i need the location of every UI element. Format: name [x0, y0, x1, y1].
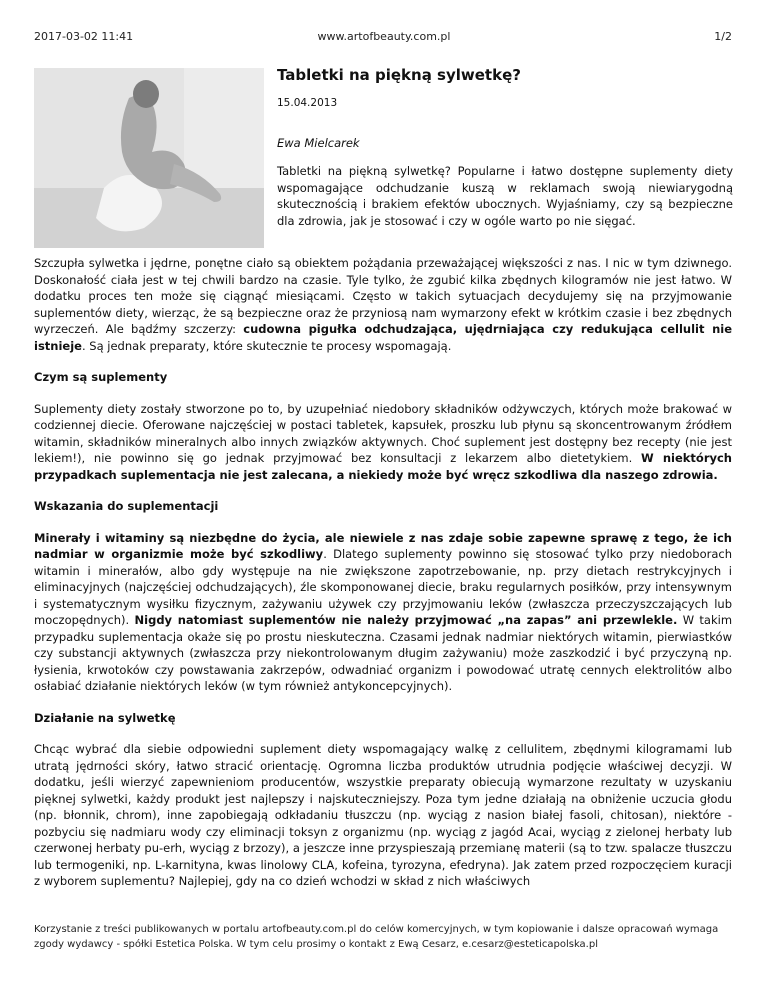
- article-title: Tabletki na piękną sylwetkę?: [277, 66, 521, 84]
- paragraph-intro: Szczupła sylwetka i jędrne, ponętne ciało są obiektem pożądania przeważającej większości z nas. I nic w tym dziwnego. Doskonałość ciała jest w tej chwili bardzo na czasie. Tyle tylko, że zgubić kilka zbędnych kilogramów nie jest łatwo. W dodatku proces ten może się ciągnąć miesiącami. Często w takich sytuacjach decydujemy się na przyjmowanie suplementów diety, wierząc, że są bezpieczne oraz że przyniosą nam wymarzony efekt w krótkim czasie i bez zbędnych wyrzeczeń. Ale bądźmy szczerzy: cudowna pigułka odchudzająca, ujędrniająca czy redukująca cellulit nie istnieje. Są jednak preparaty, które skutecznie te procesy wspomagają.: [34, 256, 733, 353]
- bold-statement: cudowna pigułka odchudzająca, ujędrniająca czy redukująca cellulit nie istnieje: [34, 322, 733, 353]
- page-number: 1/2: [714, 30, 732, 43]
- copyright-footer: Korzystanie z treści publikowanych w portalu artofbeauty.com.pl do celów komercyjnych, w tym kopiowanie i dalsze opracowań wymaga zgody wydawcy - spółki Estetica Polska. W tym celu prosimy o kontakt z Ewą Cesarz, e.cesarz@esteticapolska.pl: [34, 924, 719, 950]
- section-heading-indications: Wskazania do suplementacji: [34, 499, 219, 513]
- section-heading-figure: Działanie na sylwetkę: [34, 710, 176, 725]
- print-datetime: 2017-03-02 11:41: [34, 30, 134, 43]
- print-url: www.artofbeauty.com.pl: [317, 30, 451, 43]
- paragraph-figure: Chcąc wybrać dla siebie odpowiedni suplement diety wspomagający walkę z cellulitem, zbędnymi kilogramami lub utratą jędrności skóry, łatwo stracić orientację. Ogromna liczba produktów utrudnia podjęcie właściwej decyzji. W dodatku, jeśli wierzyć zapewnieniom producentów, wszystkie preparaty obiecują wymarzone rezultaty w uzyskaniu pięknej sylwetki, każdy produkt jest najlepszy i najskuteczniejszy. Poza tym jedne działają na obniżenie uczucia głodu (np. błonnik, chrom), inne zapobiegają odkładaniu tłuszczu (np. wyciąg z nasion białej fasoli, chitosan), niektóre - pozbyciu się nadmiaru wody czy eliminacji toksyn z organizmu (np. wyciąg z jagód Acai, wyciąg z zielonej herbaty lub czerwonej herbaty pu-erh, wyciąg z brzozy), a jeszcze inne przyspieszają przemianę materii (są to tzw. spalacze tłuszczu lub termogeniki, np. L-karnityna, kwas linolowy CLA, kofeina, tyrozyna, efedryna). Jak zatem przed rozpoczęciem kuracji z wyborem suplementu? Najlepiej, gdy na co dzień wchodzi w skład z nich właściwych: [34, 742, 732, 888]
- article-body: [34, 255, 732, 905]
- article-date: 15.04.2013: [277, 97, 338, 109]
- paragraph-supplements: Suplementy diety zostały stworzone po to, by uzupełniać niedobory składników odżywczych, których może brakować w codziennej diecie. Oferowane najczęściej w postaci tabletek, kapsułek, proszku lub płynu są skoncentrowanym źródłem witamin, składników mineralnych albo innych związków aktywnych. Choć suplement jest dostępny bez recepty (nie jest lekiem!), nie powinno się go jednak przyjmować bez konsultacji z lekarzem albo dietetykiem. W niektórych przypadkach suplementacja nie jest zalecana, a niekiedy może być wręcz szkodliwa dla naszego zdrowia.: [34, 401, 732, 482]
- article-author: Ewa Mielcarek: [277, 136, 360, 150]
- paragraph-indications: Minerały i witaminy są niezbędne do życia, ale niewiele z nas zdaje sobie zapewne sprawę z tego, że ich nadmiar w organizmie może być szkodliwy. Dlatego suplementy powinno się stosować tylko przy niedoborach witamin i minerałów, albo gdy występuje na nie zwiększone zapotrzebowanie, np. przy dietach restrykcyjnych i eliminacyjnych (najczęściej odchudzających), źle skomponowanej diecie, braku regularnych posiłków, przy intensywnym i systematycznym wysiłku fizycznym, zażywaniu używek czy przyjmowaniu leków (zwłaszcza przeczyszczających lub moczopędnych). Nigdy natomiast suplementów nie należy przyjmować „na zapas” ani przewlekle. W takim przypadku suplementacja okaże się po prostu nieskuteczna. Czasami jednak nadmiar niektórych witamin, pierwiastków czy substancji aktywnych (zwłaszcza przy niekontrolowanym długim zażywaniu) może zaszkodzić i być przyczyną np. łysienia, krwotoków czy powstawania zakrzepów, odwadniać organizm i powodować utratę cennych elektrolitów albo osłabiać działanie niektórych leków (w tym również antykoncepcyjnych).: [34, 530, 733, 693]
- article-lead: Tabletki na piękną sylwetkę? Popularne i łatwo dostępne suplementy diety wspomagające odchudzanie kuszą w reklamach swoją niewiarygodną skutecznością i brakiem efektów ubocznych. Wyjaśniamy, czy są bezpieczne dla zdrowia, jak je stosować i czy w ogóle warto po nie sięgać.: [277, 164, 733, 228]
- article-photo: [34, 68, 264, 248]
- bold-warning: W niektórych przypadkach suplementacja nie jest zalecana, a niekiedy może być wręcz szkodliwa dla naszego zdrowia.: [34, 451, 732, 482]
- section-heading-supplements: Czym są suplementy: [34, 370, 168, 384]
